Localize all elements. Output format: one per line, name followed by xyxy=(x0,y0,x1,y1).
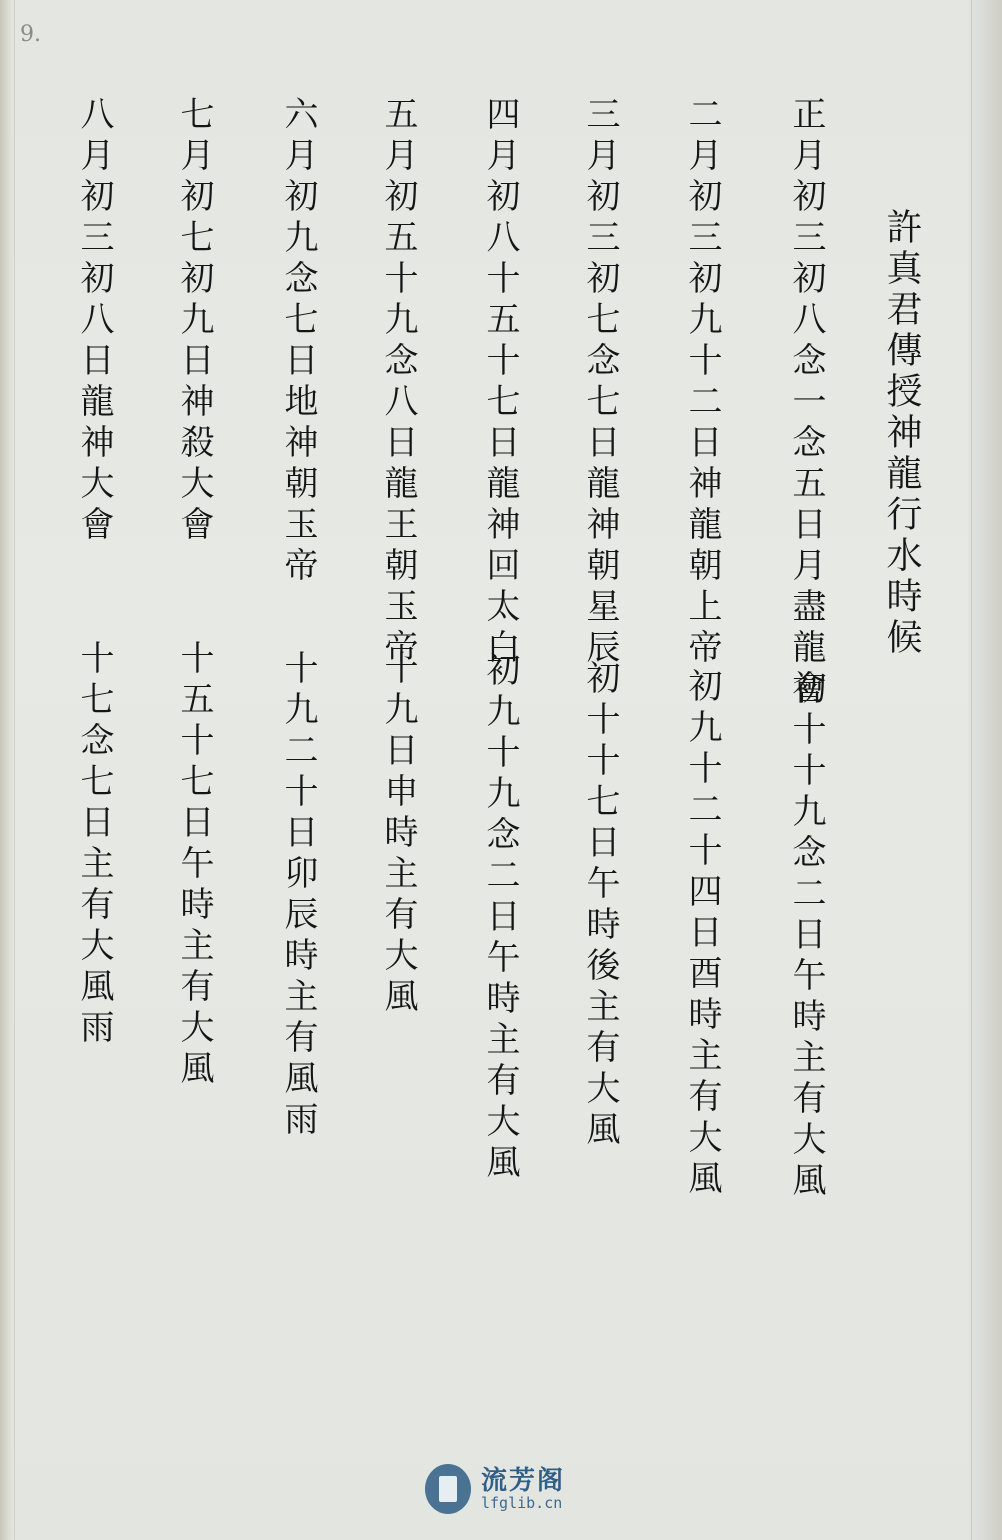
wind-entry-8: 十七念七日主有大風雨 xyxy=(74,640,114,1050)
wind-entry-1: 初十十九念二日午時主有大風 xyxy=(786,670,826,1203)
watermark-name: 流芳阁 xyxy=(481,1466,566,1496)
month-entry-8: 八月初三初八日龍神大會 xyxy=(74,96,114,547)
month-entry-7: 七月初七初九日神殺大會 xyxy=(174,96,214,547)
document-title: 許真君傳授神龍行水時候 xyxy=(881,208,922,659)
binding-line xyxy=(14,0,15,1540)
binding-edge xyxy=(0,0,14,1540)
site-watermark xyxy=(425,1460,585,1520)
watermark-url: lfglib.cn xyxy=(481,1494,563,1512)
page-number: 9. xyxy=(20,22,41,47)
wind-entry-4: 初九十九念二日午時主有大風 xyxy=(480,652,520,1185)
month-entry-4: 四月初八十五十七日龍神回太白 xyxy=(480,96,520,670)
month-entry-3: 三月初三初七念七日龍神朝星辰 xyxy=(580,96,620,670)
month-entry-5: 五月初五十九念八日龍王朝玉帝 xyxy=(378,96,418,670)
page-edge-line xyxy=(971,0,972,1540)
wind-entry-3: 初十十七日午時後主有大風 xyxy=(580,660,620,1152)
month-entry-2: 二月初三初九十二日神龍朝上帝 xyxy=(682,96,722,670)
month-entry-6: 六月初九念七日地神朝玉帝 xyxy=(278,96,318,588)
wind-entry-2: 初九十二十四日酉時主有大風 xyxy=(682,668,722,1201)
month-entry-1: 正月初三初八念一念五日月盡龍會 xyxy=(786,96,826,711)
wind-entry-5: 十九日申時主有大風 xyxy=(378,650,418,1019)
wind-entry-6: 十九二十日卯辰時主有風雨 xyxy=(278,650,318,1142)
book-logo-icon xyxy=(425,1464,471,1514)
page-edge xyxy=(968,0,1002,1540)
wind-entry-7: 十五十七日午時主有大風 xyxy=(174,640,214,1091)
